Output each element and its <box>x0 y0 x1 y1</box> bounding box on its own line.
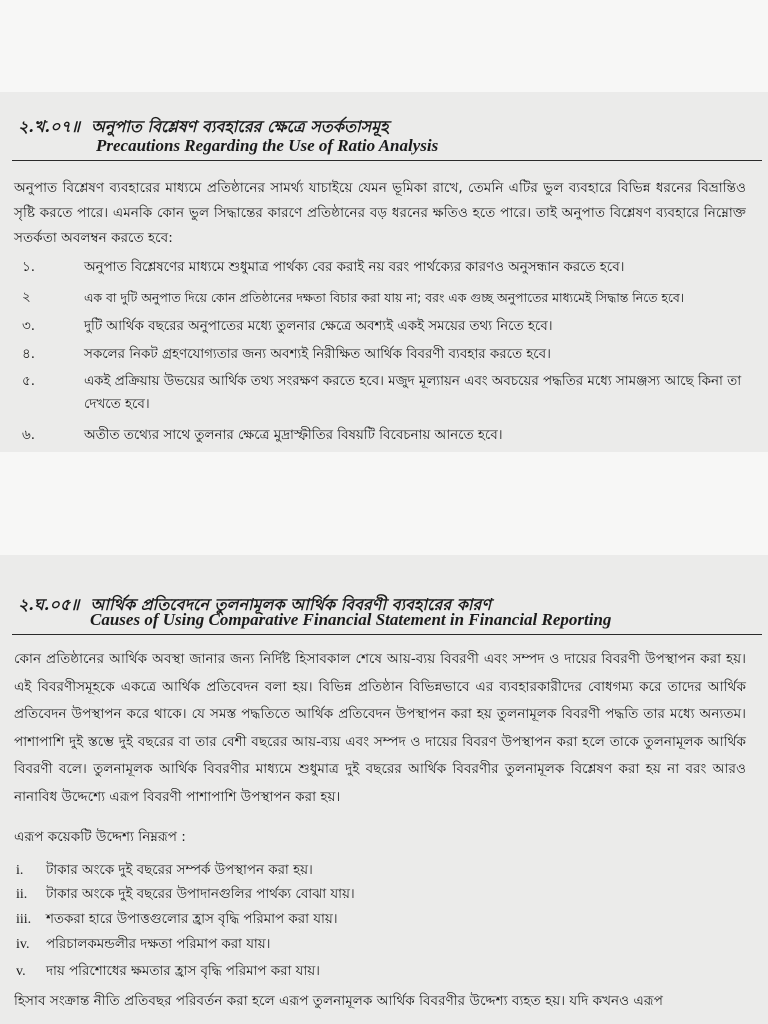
list-item-text: শতকরা হারে উপাত্তগুলোর হ্রাস বৃদ্ধি পরিমাপ করা যায়। <box>46 912 338 927</box>
section-title-en: Precautions Regarding the Use of Ratio Analysis <box>96 136 439 155</box>
list-item-number: ৩. <box>22 319 35 334</box>
list-item <box>16 909 746 931</box>
body-paragraph: কোন প্রতিষ্ঠানের আর্থিক অবস্থা জানার জন্য নির্দিষ্ট হিসাবকাল শেষে আয়-ব্যয় বিবরণী এবং সম্পদ ও দায়ের বিবরণী উপস্থাপন করা হয়। এই বিবরণীসমূহকে একত্রে আর্থিক প্রতিবেদন বলা হয়। বিভিন্ন প্রতিষ্ঠান বিভিন্নভাবে এর ব্যবহারকারীদের বোধগম্য করে তাদের আর্থিক প্রতিবেদন উপস্থাপন করে থাকে। যে সমস্ত পদ্ধতিতে আর্থিক প্রতিবেদন উপস্থাপন করা হয় তুলনামূলক বিবরণী পদ্ধতি তার মধ্যে অন্যতম। পাশাপাশি দুই স্তম্ভে দুই বছরের বা তার বেশী বছরের আয়-ব্যয় এবং সম্পদ ও দায়ের বিবরণ উপস্থাপন করা হলে তাকে তুলনামূলক আর্থিক বিবরণী বলে। তুলনামূলক আর্থিক বিবরণীর মাধ্যমে শুধুমাত্র দুই বছরের আর্থিক বিবরণীর তুলনামূলক বিশ্লেষণ করা হয় না বরং আরও নানাবিধ উদ্দেশ্যে এরূপ বিবরণী পাশাপাশি উপস্থাপন করা হয়। <box>14 651 746 805</box>
heading-rule <box>12 634 762 635</box>
list-item-number: ii. <box>16 887 28 902</box>
section-number: ২.ঘ.০৫॥ <box>18 595 80 614</box>
list-item-text: সকলের নিকট গ্রহণযোগ্যতার জন্য অবশ্যই নিরীক্ষিত আর্থিক বিবরণী ব্যবহার করতে হবে। <box>84 347 551 362</box>
list-lead: এরূপ কয়েকটি উদ্দেশ্য নিম্নরূপ : <box>14 829 186 845</box>
section-title-bn: অনুপাত বিশ্লেষণ ব্যবহারের ক্ষেত্রে সতর্কতাসমূহ <box>91 117 389 136</box>
list-item <box>16 860 746 882</box>
list-item <box>16 884 746 906</box>
section-title-bn: আর্থিক প্রতিবেদনে তুলনামূলক আর্থিক বিবরণী ব্যবহারের কারণ <box>90 595 492 614</box>
page-gap <box>0 452 768 555</box>
list-item <box>16 370 746 416</box>
intro-paragraph: অনুপাত বিশ্লেষণ ব্যবহারের মাধ্যমে প্রতিষ্ঠানের সামর্থ্য যাচাইয়ে যেমন ভূমিকা রাখে, তেমনি এটির ভুল ব্যবহারে বিভিন্ন ধরনের বিভ্রান্তিও সৃষ্টি করতে পারে। এমনকি কোন ভুল সিদ্ধান্তের কারণে প্রতিষ্ঠানের বড় ধরনের ক্ষতিও হতে পারে। তাই অনুপাত বিশ্লেষণ ব্যবহারে নিম্নোক্ত সতর্কতা অবলম্বন করতে হবে: <box>14 180 746 246</box>
list-item-number: ৫. <box>22 374 35 389</box>
list-item-text: দুটি আর্থিক বছরের অনুপাতের মধ্যে তুলনার ক্ষেত্রে অবশ্যই একই সময়ের তথ্য নিতে হবে। <box>84 319 553 334</box>
list-item-text: দায় পরিশোধের ক্ষমতার হ্রাস বৃদ্ধি পরিমাপ করা যায়। <box>46 964 320 979</box>
list-item <box>16 961 746 983</box>
list-item-text: টাকার অংকে দুই বছরের উপাদানগুলির পার্থক্য বোঝা যায়। <box>46 887 355 902</box>
list-item <box>16 343 746 366</box>
list-item <box>16 286 746 309</box>
list-item-text: টাকার অংকে দুই বছরের সম্পর্ক উপস্থাপন করা হয়। <box>46 863 313 878</box>
list-item-number: ১. <box>22 260 35 275</box>
section-number: ২.খ.০৭॥ <box>18 117 80 136</box>
list-item <box>16 424 746 447</box>
list-item-number: v. <box>16 964 26 979</box>
list-item-text: অনুপাত বিশ্লেষণের মাধ্যমে শুধুমাত্র পার্থক্য বের করাই নয় বরং পার্থক্যের কারণও অনুসন্ধান করতে হবে। <box>84 260 625 275</box>
page-margin-top <box>0 0 768 92</box>
list-item-text: অতীত তথ্যের সাথে তুলনার ক্ষেত্রে মুদ্রাস্ফীতির বিষয়টি বিবেচনায় আনতে হবে। <box>84 428 503 443</box>
list-item <box>16 315 746 338</box>
list-item-number: ৬. <box>22 428 35 443</box>
list-item-text: এক বা দুটি অনুপাত দিয়ে কোন প্রতিষ্ঠানের দক্ষতা বিচার করা যায় না; বরং এক গুচ্ছ অনুপাতের মাধ্যমেই সিদ্ধান্ত নিতে হবে। <box>84 290 685 305</box>
list-item-number: i. <box>16 863 24 878</box>
closing-line: হিসাব সংক্রান্ত নীতি প্রতিবছর পরিবর্তন করা হলে এরূপ তুলনামূলক আর্থিক বিবরণীর উদ্দেশ্য ব্যহত হয়। যদি কখনও এরূপ <box>14 993 663 1009</box>
list-item-number: ২ <box>22 290 31 305</box>
heading-rule <box>12 160 762 161</box>
list-item-number: iv. <box>16 937 30 952</box>
list-item-number: ৪. <box>22 347 35 362</box>
list-item <box>16 934 746 956</box>
section-title-en: Causes of Using Comparative Financial Statement in Financial Reporting <box>90 610 612 629</box>
list-item-text: একই প্রক্রিয়ায় উভয়ের আর্থিক তথ্য সংরক্ষণ করতে হবে। মজুদ মূল্যায়ন এবং অবচয়ের পদ্ধতির মধ্যে সামঞ্জস্য আছে কিনা তা দেখতে হবে। <box>84 374 742 412</box>
list-item <box>16 256 746 279</box>
list-item-text: পরিচালকমন্ডলীর দক্ষতা পরিমাপ করা যায়। <box>46 937 271 952</box>
list-item-number: iii. <box>16 912 32 927</box>
